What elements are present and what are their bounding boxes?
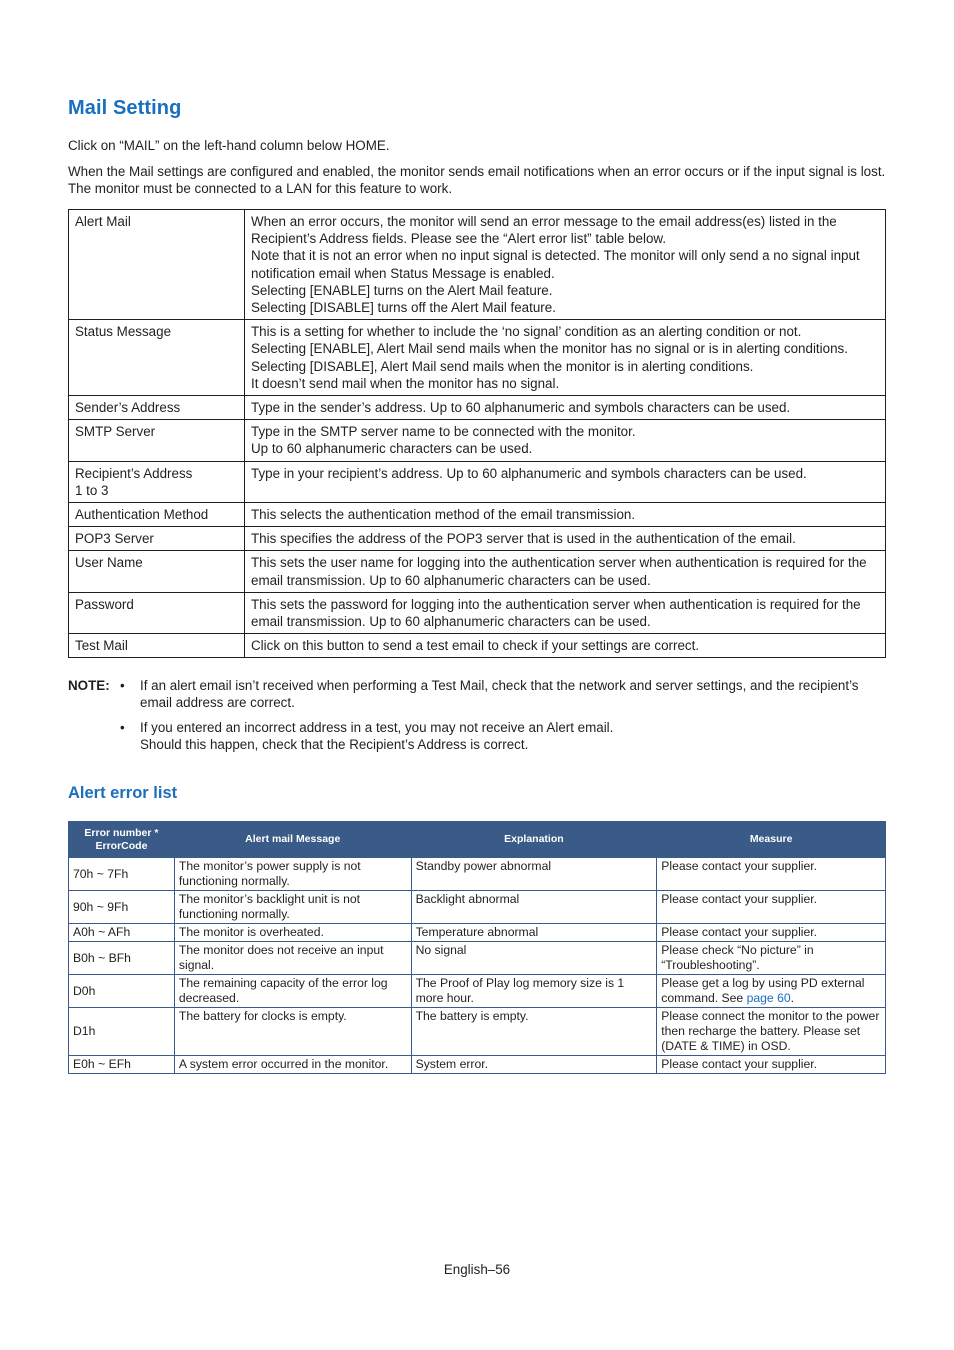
setting-name: Test Mail (69, 634, 245, 658)
note-label: NOTE: (68, 678, 110, 693)
alert-error-table (68, 821, 886, 1074)
table-row (69, 975, 886, 1008)
table-header-row (69, 822, 886, 858)
col-header-error-number: Error number * ErrorCode (69, 822, 175, 858)
bullet: • (120, 678, 125, 693)
col-header-message: Alert mail Message (174, 822, 411, 858)
page-title: Mail Setting (68, 97, 182, 119)
setting-description: This specifies the address of the POP3 server that is used in the authentication of the email. (245, 527, 886, 551)
setting-description: Type in the sender’s address. Up to 60 alphanumeric and symbols characters can be used. (245, 396, 886, 420)
table-row (69, 1056, 886, 1074)
setting-description: When an error occurs, the monitor will send an error message to the email address(es) listed in the Recipient’s Address fields. Please see the “Alert error list” table below. Note that it is not an error when no input signal is detected. The monitor will only send a no signal input notification email when Status Message is enabled. Selecting [ENABLE] turns on the Alert Mail feature. Selecting [DISABLE] turns off the Alert Mail feature. (245, 210, 886, 320)
table-row (69, 924, 886, 942)
alert-message: The monitor is overheated. (174, 924, 411, 942)
error-code: D0h (69, 975, 175, 1008)
error-code: A0h ~ AFh (69, 924, 175, 942)
error-code: 70h ~ 7Fh (69, 858, 175, 891)
measure: Please connect the monitor to the power then recharge the battery. Please set (DATE & TIME) in OSD. (657, 1008, 886, 1056)
alert-error-list-heading: Alert error list (68, 784, 178, 802)
setting-description: This sets the password for logging into the authentication server when authentication is required for the email transmission. Up to 60 alphanumeric characters can be used. (245, 592, 886, 633)
alert-message: The battery for clocks is empty. (174, 1008, 411, 1056)
page-link[interactable]: page 60 (746, 991, 791, 1005)
setting-name: Alert Mail (69, 210, 245, 320)
setting-description: This is a setting for whether to include the ‘no signal’ condition as an alerting condition or not. Selecting [ENABLE], Alert Mail send mails when the monitor has no signal or is in alerting conditions. Selecting [DISABLE], Alert Mail send mails when the monitor is in alerting conditions. It doesn’t send mail when the monitor has no signal. (245, 320, 886, 396)
alert-message: A system error occurred in the monitor. (174, 1056, 411, 1074)
table-row (69, 942, 886, 975)
setting-name: Password (69, 592, 245, 633)
error-code: 90h ~ 9Fh (69, 891, 175, 924)
explanation: The Proof of Play log memory size is 1 more hour. (411, 975, 657, 1008)
table-row (69, 592, 886, 633)
alert-message: The remaining capacity of the error log decreased. (174, 975, 411, 1008)
bullet: • (120, 720, 125, 735)
note-text: If you entered an incorrect address in a test, you may not receive an Alert email. Should this happen, check that the Recipient’s Address is correct. (140, 720, 614, 753)
setting-name: SMTP Server (69, 420, 245, 461)
table-row (69, 527, 886, 551)
explanation: Standby power abnormal (411, 858, 657, 891)
intro-paragraph: Click on “MAIL” on the left-hand column below HOME. (68, 138, 390, 153)
setting-description: This selects the authentication method of the email transmission. (245, 503, 886, 527)
setting-description: This sets the user name for logging into the authentication server when authentication is required for the email transmission. Up to 60 alphanumeric characters can be used. (245, 551, 886, 592)
explanation: System error. (411, 1056, 657, 1074)
explanation: No signal (411, 942, 657, 975)
setting-description: Click on this button to send a test email to check if your settings are correct. (245, 634, 886, 658)
explanation: The battery is empty. (411, 1008, 657, 1056)
col-header-explanation: Explanation (411, 822, 657, 858)
table-row (69, 396, 886, 420)
setting-name: POP3 Server (69, 527, 245, 551)
page-number: English–56 (443, 1262, 511, 1277)
explanation: Temperature abnormal (411, 924, 657, 942)
table-row (69, 1008, 886, 1056)
table-row (69, 461, 886, 502)
error-code: D1h (69, 1008, 175, 1056)
setting-name: Authentication Method (69, 503, 245, 527)
col-header-measure: Measure (657, 822, 886, 858)
explanation: Backlight abnormal (411, 891, 657, 924)
table-row (69, 420, 886, 461)
setting-name: Status Message (69, 320, 245, 396)
setting-name: Recipient’s Address 1 to 3 (69, 461, 245, 502)
table-row (69, 634, 886, 658)
error-code: B0h ~ BFh (69, 942, 175, 975)
note-text: If an alert email isn’t received when performing a Test Mail, check that the network and server settings, and the recipient’s email address are correct. (140, 678, 859, 711)
table-row (69, 210, 886, 320)
measure: Please get a log by using PD external command. See page 60. (657, 975, 886, 1008)
measure: Please contact your supplier. (657, 858, 886, 891)
table-row (69, 320, 886, 396)
measure: Please check “No picture” in “Troubleshooting”. (657, 942, 886, 975)
setting-description: Type in the SMTP server name to be connected with the monitor. Up to 60 alphanumeric characters can be used. (245, 420, 886, 461)
setting-name: Sender’s Address (69, 396, 245, 420)
table-row (69, 503, 886, 527)
setting-description: Type in your recipient’s address. Up to 60 alphanumeric and symbols characters can be used. (245, 461, 886, 502)
measure: Please contact your supplier. (657, 1056, 886, 1074)
table-row (69, 858, 886, 891)
mail-settings-table (68, 209, 886, 658)
setting-name: User Name (69, 551, 245, 592)
table-row (69, 551, 886, 592)
table-row (69, 891, 886, 924)
alert-message: The monitor’s power supply is not functioning normally. (174, 858, 411, 891)
error-code: E0h ~ EFh (69, 1056, 175, 1074)
alert-message: The monitor does not receive an input signal. (174, 942, 411, 975)
alert-message: The monitor’s backlight unit is not functioning normally. (174, 891, 411, 924)
measure: Please contact your supplier. (657, 924, 886, 942)
intro-paragraph: When the Mail settings are configured and enabled, the monitor sends email notifications when an error occurs or if the input signal is lost. The monitor must be connected to a LAN for this feature to work. (68, 164, 886, 196)
measure: Please contact your supplier. (657, 891, 886, 924)
